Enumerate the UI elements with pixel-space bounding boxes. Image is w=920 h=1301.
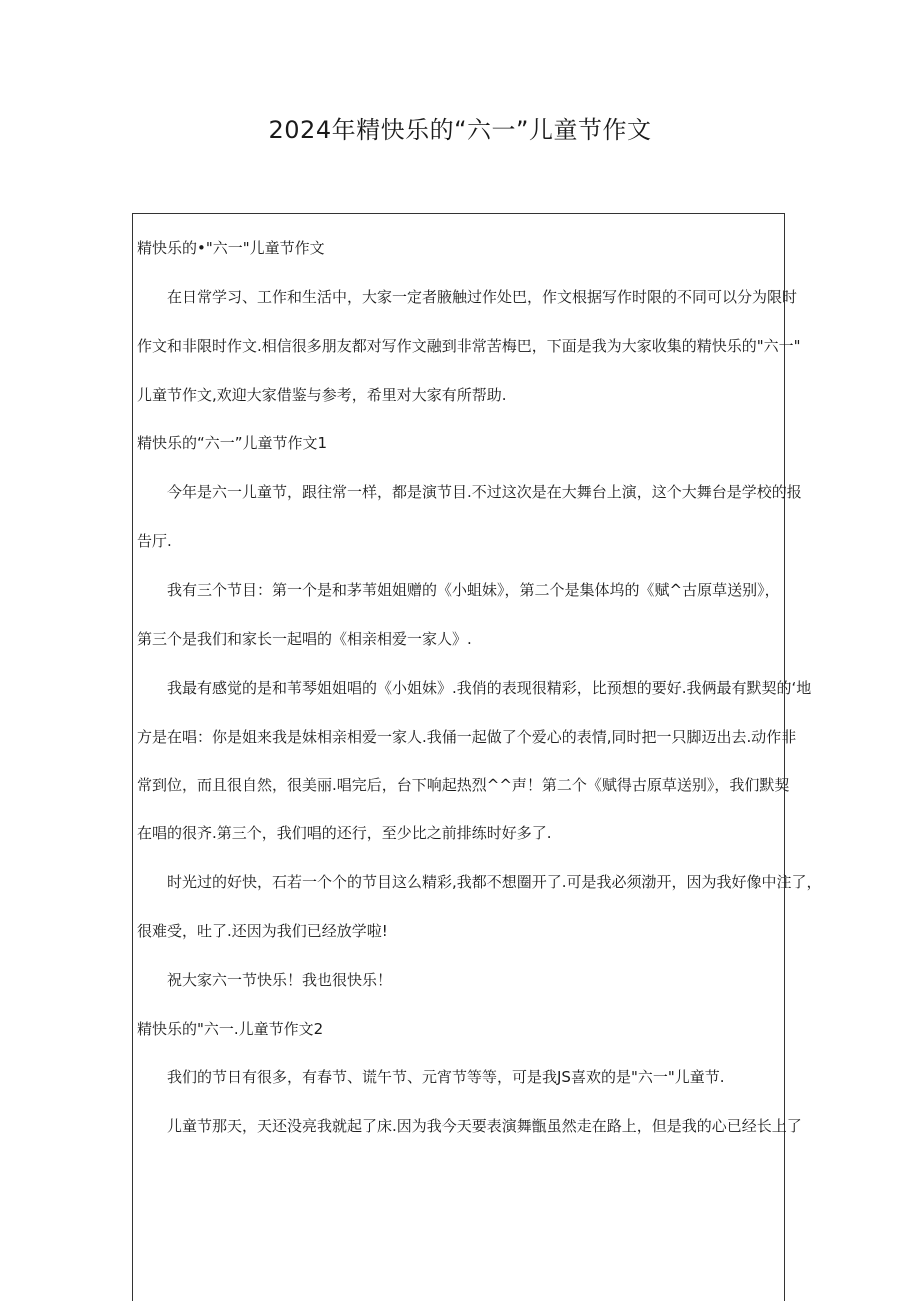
paragraph-line: 儿童节作文,欢迎大家借鉴与参考，希里对大家有所帮助. [137,386,507,404]
paragraph-line: 我最有感觉的是和苇琴姐姐唱的《小姐妹》.我俏的表现很精彩，比预想的要好.我俩最有默契的‘地 [167,679,812,697]
paragraph-line: 祝大家六一节快乐！我也很快乐！ [167,971,393,989]
section-heading: 精快乐的"六一.儿童节作文2 [137,1020,324,1038]
paragraph-line: 我有三个节目：第一个是和茅苇姐姐赠的《小蛆妹》，第二个是集体坞的《赋^古原草送别》， [167,581,780,599]
document-body-frame [132,213,822,1301]
paragraph-line: 时光过的好快，石若一个个的节目这么精彩,我都不想圈开了.可是我必须渤开，因为我好像中注了， [167,873,822,891]
paragraph-line: 儿童节那天，天还没亮我就起了床.因为我今天要表演舞甑虽然走在路上，但是我的心已经长上了 [167,1117,802,1135]
paragraph-line: 很难受，吐了.还因为我们已经放学啦! [137,922,388,940]
paragraph-line: 作文和非限时作文.相信很多朋友都对写作文融到非常苦梅巴，下面是我为大家收集的精快乐的"六一" [137,337,801,355]
paragraph-line: 我们的节日有很多，有春节、谎午节、元宵节等等，可是我JS喜欢的是"六一"儿童节. [167,1068,725,1086]
paragraph-line: 今年是六一儿童节，跟往常一样，都是演节目.不过这次是在大舞台上演，这个大舞台是学校的报 [167,483,802,501]
section-heading: 精快乐的“六一”儿童节作文1 [137,434,328,452]
paragraph-line: 方是在唱：你是姐来我是妹相亲相爱一家人.我俑一起做了个爱心的表情,同时把一只脚迈出去.动作非 [137,728,797,746]
paragraph-line: 在唱的很齐.第三个，我们唱的还行，至少比之前排练时好多了. [137,824,552,842]
paragraph-line: 告厅. [137,532,172,550]
paragraph-line: 在日常学习、工作和生活中，大家一定者腋触过作处巴，作文根据写作时限的不同可以分为限时 [167,288,798,306]
paragraph-line: 常到位，而且很自然，很美丽.唱完后，台下响起热烈^^声！第二个《赋得古原草送别》，我们默契 [137,776,790,794]
document-title: 2024年精快乐的“六一”儿童节作文 [268,116,652,144]
paragraph-line: 第三个是我们和家长一起唱的《相亲相爱一家人》. [137,630,472,648]
paragraph-line: 精快乐的•"六一"儿童节作文 [137,239,325,257]
